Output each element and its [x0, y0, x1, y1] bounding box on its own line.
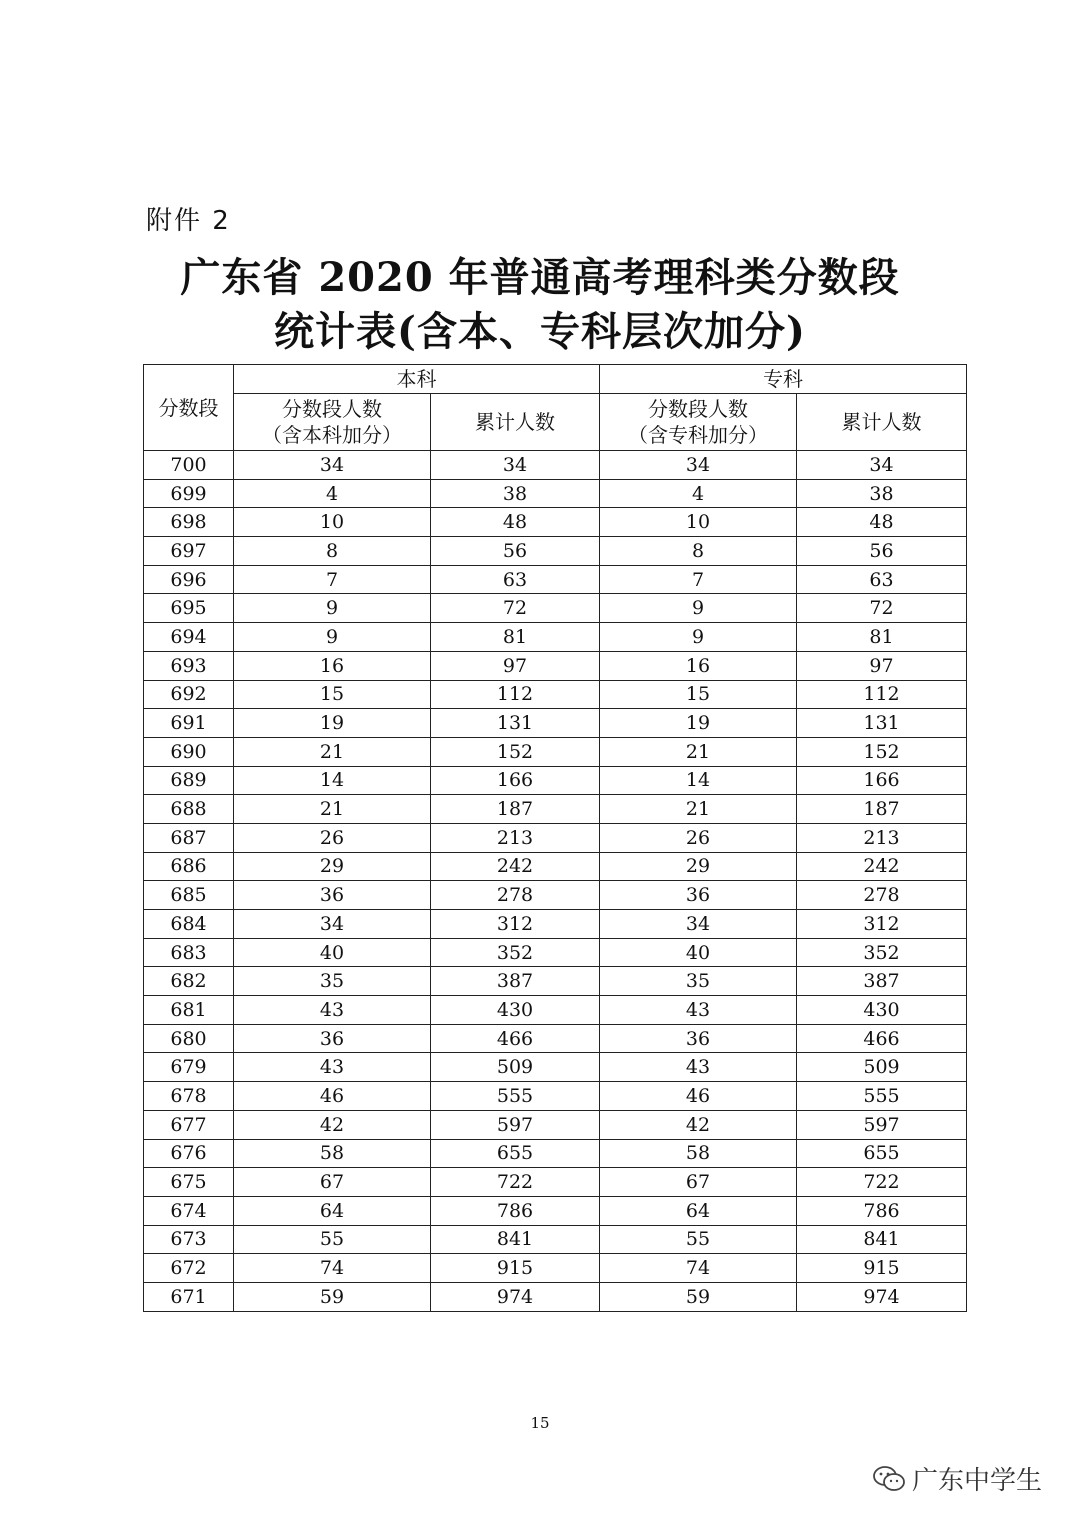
- undergrad-cumulative-cell: 72: [431, 594, 600, 623]
- college-cumulative-cell: 63: [797, 565, 967, 594]
- undergrad-count-cell: 4: [234, 479, 431, 508]
- score-cell: 687: [144, 823, 234, 852]
- college-count-cell: 55: [600, 1225, 797, 1254]
- undergrad-cumulative-cell: 242: [431, 852, 600, 881]
- score-cell: 673: [144, 1225, 234, 1254]
- undergrad-count-cell: 43: [234, 1053, 431, 1082]
- score-cell: 690: [144, 737, 234, 766]
- college-cumulative-cell: 213: [797, 823, 967, 852]
- undergrad-count-cell: 29: [234, 852, 431, 881]
- undergrad-count-cell: 26: [234, 823, 431, 852]
- undergrad-count-cell: 34: [234, 451, 431, 480]
- document-title-line1: 广东省 2020 年普通高考理科类分数段: [180, 254, 900, 301]
- table-row: [144, 1024, 967, 1053]
- college-count-cell: 35: [600, 967, 797, 996]
- college-count-cell: 43: [600, 1053, 797, 1082]
- college-count-cell: 7: [600, 565, 797, 594]
- table-row: [144, 594, 967, 623]
- score-cell: 695: [144, 594, 234, 623]
- table-row: [144, 1196, 967, 1225]
- college-cumulative-cell: 387: [797, 967, 967, 996]
- college-cumulative-cell: 48: [797, 508, 967, 537]
- college-count-cell: 4: [600, 479, 797, 508]
- college-count-cell: 9: [600, 623, 797, 652]
- table-row: [144, 709, 967, 738]
- undergrad-count-cell: 59: [234, 1282, 431, 1311]
- undergrad-count-cell: 8: [234, 537, 431, 566]
- college-count-cell: 26: [600, 823, 797, 852]
- undergrad-cumulative-header: 累计人数: [431, 394, 600, 451]
- undergrad-cumulative-cell: 841: [431, 1225, 600, 1254]
- table-row: [144, 537, 967, 566]
- table-row: [144, 1254, 967, 1283]
- college-count-cell: 8: [600, 537, 797, 566]
- college-count-cell: 46: [600, 1082, 797, 1111]
- score-cell: 697: [144, 537, 234, 566]
- score-cell: 681: [144, 996, 234, 1025]
- college-count-cell: 43: [600, 996, 797, 1025]
- score-cell: 675: [144, 1168, 234, 1197]
- undergrad-cumulative-cell: 81: [431, 623, 600, 652]
- score-cell: 677: [144, 1110, 234, 1139]
- college-count-cell: 64: [600, 1196, 797, 1225]
- college-count-cell: 29: [600, 852, 797, 881]
- table-row: [144, 479, 967, 508]
- score-column-header: 分数段: [144, 365, 234, 451]
- college-cumulative-cell: 38: [797, 479, 967, 508]
- score-cell: 693: [144, 651, 234, 680]
- undergrad-cumulative-cell: 48: [431, 508, 600, 537]
- college-count-cell: 40: [600, 938, 797, 967]
- college-cumulative-cell: 97: [797, 651, 967, 680]
- college-count-cell: 58: [600, 1139, 797, 1168]
- wechat-watermark: [872, 1460, 1042, 1497]
- table-row: [144, 1225, 967, 1254]
- college-count-cell: 10: [600, 508, 797, 537]
- undergrad-count-cell: 36: [234, 881, 431, 910]
- undergrad-cumulative-cell: 112: [431, 680, 600, 709]
- score-cell: 672: [144, 1254, 234, 1283]
- score-cell: 688: [144, 795, 234, 824]
- college-count-cell: 9: [600, 594, 797, 623]
- undergrad-count-header-line2: （含本科加分）: [262, 423, 402, 447]
- score-cell: 699: [144, 479, 234, 508]
- watermark-text: 广东中学生: [912, 1466, 1043, 1496]
- undergrad-cumulative-cell: 597: [431, 1110, 600, 1139]
- college-cumulative-cell: 34: [797, 451, 967, 480]
- college-cumulative-cell: 187: [797, 795, 967, 824]
- college-cumulative-cell: 722: [797, 1168, 967, 1197]
- score-cell: 680: [144, 1024, 234, 1053]
- college-cumulative-cell: 72: [797, 594, 967, 623]
- undergrad-group-header: 本科: [234, 365, 600, 394]
- table-row: [144, 623, 967, 652]
- undergrad-cumulative-cell: 387: [431, 967, 600, 996]
- page-number: 15: [530, 1414, 550, 1432]
- score-distribution-table: [143, 364, 967, 1312]
- undergrad-cumulative-cell: 555: [431, 1082, 600, 1111]
- undergrad-count-cell: 14: [234, 766, 431, 795]
- college-cumulative-cell: 242: [797, 852, 967, 881]
- undergrad-count-cell: 15: [234, 680, 431, 709]
- college-cumulative-cell: 312: [797, 910, 967, 939]
- undergrad-count-cell: 36: [234, 1024, 431, 1053]
- undergrad-cumulative-cell: 56: [431, 537, 600, 566]
- undergrad-cumulative-cell: 430: [431, 996, 600, 1025]
- college-cumulative-cell: 509: [797, 1053, 967, 1082]
- college-cumulative-cell: 56: [797, 537, 967, 566]
- score-cell: 698: [144, 508, 234, 537]
- table-row: [144, 910, 967, 939]
- wechat-icon: [872, 1464, 906, 1494]
- table-row: [144, 795, 967, 824]
- college-count-cell: 67: [600, 1168, 797, 1197]
- score-cell: 694: [144, 623, 234, 652]
- college-cumulative-header: 累计人数: [797, 394, 967, 451]
- undergrad-count-cell: 16: [234, 651, 431, 680]
- undergrad-count-cell: 21: [234, 795, 431, 824]
- college-cumulative-cell: 841: [797, 1225, 967, 1254]
- college-count-cell: 21: [600, 737, 797, 766]
- table-row: [144, 737, 967, 766]
- undergrad-cumulative-cell: 213: [431, 823, 600, 852]
- college-cumulative-cell: 655: [797, 1139, 967, 1168]
- college-count-cell: 42: [600, 1110, 797, 1139]
- score-cell: 696: [144, 565, 234, 594]
- undergrad-count-cell: 55: [234, 1225, 431, 1254]
- table-row: [144, 1053, 967, 1082]
- college-count-cell: 59: [600, 1282, 797, 1311]
- college-cumulative-cell: 278: [797, 881, 967, 910]
- score-cell: 679: [144, 1053, 234, 1082]
- score-cell: 686: [144, 852, 234, 881]
- table-row: [144, 967, 967, 996]
- undergrad-count-cell: 21: [234, 737, 431, 766]
- college-count-header-line2: （含专科加分）: [628, 423, 768, 447]
- table-row: [144, 852, 967, 881]
- score-cell: 682: [144, 967, 234, 996]
- table-row: [144, 508, 967, 537]
- table-row: [144, 1110, 967, 1139]
- undergrad-cumulative-cell: 38: [431, 479, 600, 508]
- college-count-header: [600, 394, 797, 451]
- undergrad-cumulative-cell: 466: [431, 1024, 600, 1053]
- college-cumulative-cell: 974: [797, 1282, 967, 1311]
- college-count-cell: 34: [600, 910, 797, 939]
- table-row: [144, 651, 967, 680]
- college-count-cell: 74: [600, 1254, 797, 1283]
- score-cell: 678: [144, 1082, 234, 1111]
- undergrad-count-cell: 40: [234, 938, 431, 967]
- score-cell: 674: [144, 1196, 234, 1225]
- table-row: [144, 1282, 967, 1311]
- college-cumulative-cell: 112: [797, 680, 967, 709]
- score-cell: 685: [144, 881, 234, 910]
- college-count-cell: 21: [600, 795, 797, 824]
- table-row: [144, 1082, 967, 1111]
- table-row: [144, 996, 967, 1025]
- college-cumulative-cell: 352: [797, 938, 967, 967]
- table-row: [144, 680, 967, 709]
- college-count-cell: 19: [600, 709, 797, 738]
- undergrad-count-cell: 74: [234, 1254, 431, 1283]
- undergrad-count-header-line1: 分数段人数: [282, 397, 382, 421]
- undergrad-count-cell: 19: [234, 709, 431, 738]
- college-cumulative-cell: 81: [797, 623, 967, 652]
- undergrad-cumulative-cell: 974: [431, 1282, 600, 1311]
- undergrad-count-cell: 35: [234, 967, 431, 996]
- college-count-cell: 14: [600, 766, 797, 795]
- college-cumulative-cell: 786: [797, 1196, 967, 1225]
- table-row: [144, 565, 967, 594]
- undergrad-cumulative-cell: 352: [431, 938, 600, 967]
- document-title-line2: 统计表(含本、专科层次加分): [274, 308, 806, 355]
- score-cell: 692: [144, 680, 234, 709]
- undergrad-cumulative-cell: 312: [431, 910, 600, 939]
- undergrad-count-cell: 10: [234, 508, 431, 537]
- score-cell: 684: [144, 910, 234, 939]
- undergrad-cumulative-cell: 131: [431, 709, 600, 738]
- college-cumulative-cell: 430: [797, 996, 967, 1025]
- table-row: [144, 938, 967, 967]
- undergrad-cumulative-cell: 655: [431, 1139, 600, 1168]
- undergrad-cumulative-cell: 187: [431, 795, 600, 824]
- undergrad-count-header: [234, 394, 431, 451]
- undergrad-count-cell: 43: [234, 996, 431, 1025]
- undergrad-count-cell: 7: [234, 565, 431, 594]
- undergrad-cumulative-cell: 152: [431, 737, 600, 766]
- table-row: [144, 451, 967, 480]
- college-cumulative-cell: 555: [797, 1082, 967, 1111]
- undergrad-cumulative-cell: 34: [431, 451, 600, 480]
- table-row: [144, 1168, 967, 1197]
- score-cell: 700: [144, 451, 234, 480]
- undergrad-count-cell: 58: [234, 1139, 431, 1168]
- undergrad-count-cell: 64: [234, 1196, 431, 1225]
- college-count-cell: 34: [600, 451, 797, 480]
- college-count-cell: 36: [600, 881, 797, 910]
- score-cell: 691: [144, 709, 234, 738]
- undergrad-cumulative-cell: 509: [431, 1053, 600, 1082]
- college-count-cell: 15: [600, 680, 797, 709]
- score-cell: 683: [144, 938, 234, 967]
- college-cumulative-cell: 466: [797, 1024, 967, 1053]
- undergrad-count-cell: 34: [234, 910, 431, 939]
- table-row: [144, 766, 967, 795]
- undergrad-cumulative-cell: 722: [431, 1168, 600, 1197]
- undergrad-count-cell: 67: [234, 1168, 431, 1197]
- undergrad-cumulative-cell: 97: [431, 651, 600, 680]
- undergrad-cumulative-cell: 166: [431, 766, 600, 795]
- college-count-cell: 36: [600, 1024, 797, 1053]
- undergrad-count-cell: 42: [234, 1110, 431, 1139]
- undergrad-cumulative-cell: 63: [431, 565, 600, 594]
- college-count-header-line1: 分数段人数: [648, 397, 748, 421]
- table-row: [144, 823, 967, 852]
- undergrad-cumulative-cell: 786: [431, 1196, 600, 1225]
- college-cumulative-cell: 915: [797, 1254, 967, 1283]
- undergrad-cumulative-cell: 278: [431, 881, 600, 910]
- score-cell: 671: [144, 1282, 234, 1311]
- score-cell: 689: [144, 766, 234, 795]
- college-count-cell: 16: [600, 651, 797, 680]
- table-body: [144, 451, 967, 1312]
- college-cumulative-cell: 131: [797, 709, 967, 738]
- undergrad-count-cell: 9: [234, 594, 431, 623]
- score-cell: 676: [144, 1139, 234, 1168]
- college-cumulative-cell: 166: [797, 766, 967, 795]
- table-row: [144, 881, 967, 910]
- undergrad-count-cell: 46: [234, 1082, 431, 1111]
- table-row: [144, 1139, 967, 1168]
- undergrad-count-cell: 9: [234, 623, 431, 652]
- college-cumulative-cell: 597: [797, 1110, 967, 1139]
- attachment-label: 附件 2: [146, 206, 231, 236]
- college-group-header: 专科: [600, 365, 967, 394]
- college-cumulative-cell: 152: [797, 737, 967, 766]
- undergrad-cumulative-cell: 915: [431, 1254, 600, 1283]
